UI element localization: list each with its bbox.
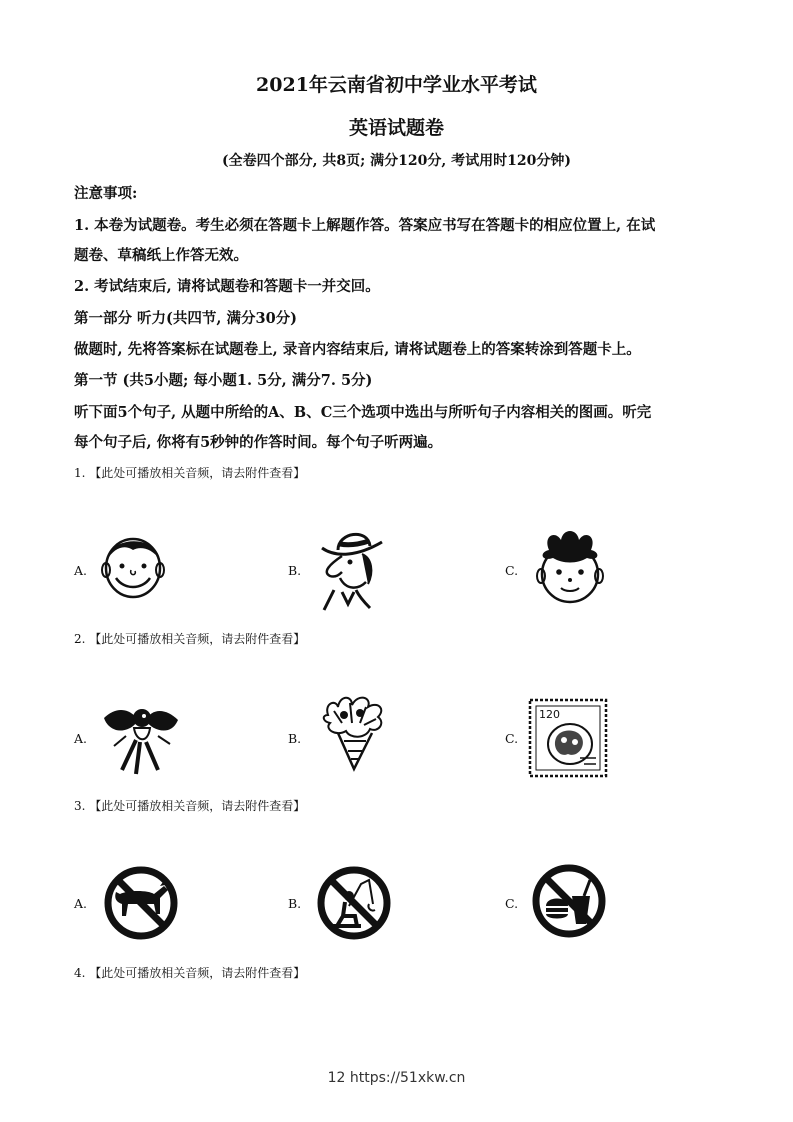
q3-option-a: A.	[74, 896, 88, 911]
exam-info: (全卷四个部分, 共8页; 满分120分, 考试用时120分钟)	[222, 153, 571, 169]
q1-option-a: A.	[74, 563, 88, 578]
notes-heading: 注意事项:	[74, 185, 138, 202]
exam-subtitle: 英语试题卷	[348, 117, 444, 139]
q1-option-b: B.	[288, 563, 302, 578]
no-dogs-sign-icon	[102, 864, 180, 942]
exam-title: 2021年云南省初中学业水平考试	[256, 74, 537, 96]
section1-line-1: 听下面5个句子, 从题中所给的A、B、C三个选项中选出与所听句子内容相关的图画。听完	[74, 404, 652, 421]
page-footer: 12 https://51xkw.cn	[327, 1070, 466, 1086]
section1-heading: 第一节 (共5小题; 每小题1. 5分, 满分7. 5分)	[74, 372, 373, 389]
section1-line-2: 每个句子后, 你将有5秒钟的作答时间。每个句子听两遍。	[74, 434, 443, 451]
smiling-boy-face-icon	[100, 530, 166, 600]
stamp-value: 120	[539, 708, 560, 721]
postage-stamp-icon	[528, 698, 608, 778]
notes-item-2: 2. 考试结束后, 请将试题卷和答题卡一并交回。	[74, 278, 380, 295]
question-2-label: 2. 【此处可播放相关音频，请去附件查看】	[74, 632, 306, 646]
swallow-bird-icon	[100, 698, 182, 776]
q3-option-c: C.	[505, 896, 519, 911]
question-3-label: 3. 【此处可播放相关音频，请去附件查看】	[74, 799, 306, 813]
flower-haired-child-icon	[531, 528, 609, 606]
q2-option-c: C.	[505, 731, 519, 746]
part1-heading: 第一部分 听力(共四节, 满分30分)	[74, 310, 298, 327]
cowboy-hat-man-icon	[312, 528, 386, 610]
notes-item-1-cont: 题卷、草稿纸上作答无效。	[74, 247, 248, 264]
no-food-drink-sign-icon	[530, 862, 608, 940]
question-1-label: 1. 【此处可播放相关音频，请去附件查看】	[74, 466, 306, 480]
question-4-label: 4. 【此处可播放相关音频，请去附件查看】	[74, 966, 306, 980]
part1-instruction: 做题时, 先将答案标在试题卷上, 录音内容结束后, 请将试题卷上的答案转涂到答题卡上。	[74, 341, 641, 358]
q2-option-b: B.	[288, 731, 302, 746]
flower-bouquet-icon	[320, 693, 390, 773]
q1-option-c: C.	[505, 563, 519, 578]
no-fishing-sign-icon	[315, 864, 393, 942]
q2-option-a: A.	[74, 731, 88, 746]
q3-option-b: B.	[288, 896, 302, 911]
notes-item-1: 1. 本卷为试题卷。考生必须在答题卡上解题作答。答案应书写在答题卡的相应位置上, 在试	[74, 217, 656, 234]
